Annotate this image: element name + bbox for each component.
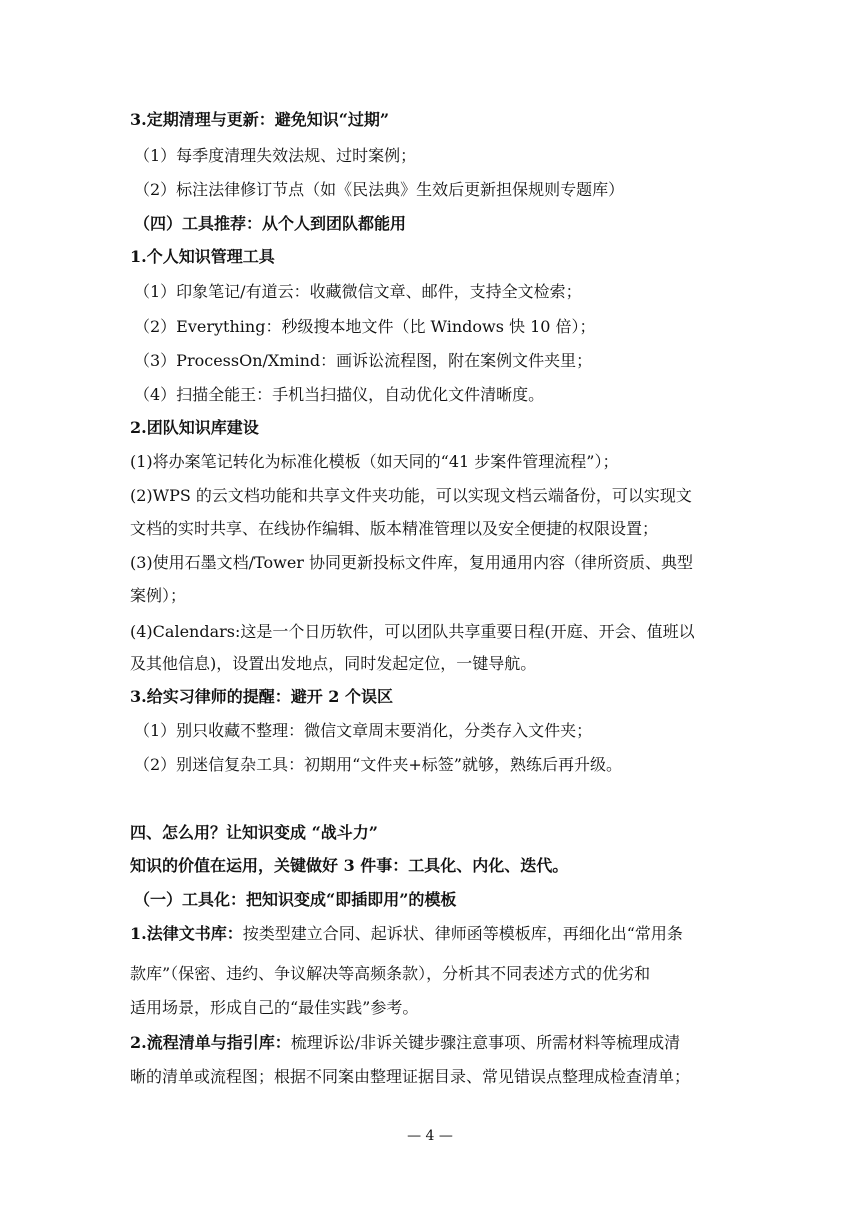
paragraph-line: (4)Calendars:这是一个日历软件，可以团队共享重要日程(开庭、开会、值班以 (130, 622, 695, 641)
paragraph-text: 按类型建立合同、起诉状、律师函等模板库，再细化出“常用条 (242, 924, 683, 943)
page-number: — 4 — (407, 1128, 453, 1144)
list-item: （2）Everything：秒级搜本地文件（比 Windows 快 10 倍）； (134, 317, 596, 336)
list-item: （2）别迷信复杂工具：初期用“文件夹+标签”就够，熟练后再升级。 (134, 755, 622, 774)
paragraph-lead: 1.法律文书库： (130, 924, 243, 943)
paragraph-checklists (130, 1031, 730, 1055)
paragraph-line: 款库”（保密、违约、争议解决等高频条款），分析其不同表述方式的优劣和 (130, 964, 651, 983)
section-heading-tools: （四）工具推荐：从个人到团队都能用 (134, 214, 407, 233)
list-item: （4）扫描全能王：手机当扫描仪，自动优化文件清晰度。 (134, 385, 545, 404)
heading-personal-tools: 1.个人知识管理工具 (130, 247, 275, 266)
paragraph-line: 文档的实时共享、在线协作编辑、版本精准管理以及安全便捷的权限设置； (130, 519, 659, 538)
heading-team-knowledge-base: 2.团队知识库建设 (130, 418, 259, 437)
list-item: （1）别只收藏不整理：微信文章周末要消化，分类存入文件夹； (134, 721, 593, 740)
heading-3-regular-cleanup: 3.定期清理与更新：避免知识“过期” (130, 110, 390, 129)
paragraph-text: 梳理诉讼/非诉关键步骤注意事项、所需材料等梳理成清 (290, 1033, 681, 1052)
list-item: （2）标注法律修订节点（如《民法典》生效后更新担保规则专题库） (134, 180, 625, 199)
list-item: （1）每季度清理失效法规、过时案例； (134, 146, 417, 165)
list-item: （3）ProcessOn/Xmind：画诉讼流程图，附在案例文件夹里； (134, 351, 593, 370)
paragraph-line: 及其他信息)，设置出发地点，同时发起定位，一键导航。 (130, 654, 537, 673)
section-heading-toolify: （一）工具化：把知识变成“即插即用”的模板 (134, 890, 457, 909)
paragraph-legal-docs (130, 922, 730, 946)
paragraph-line: (3)使用石墨文档/Tower 协同更新投标文件库，复用通用内容（律所资质、典型 (130, 553, 694, 572)
paragraph-key-points: 知识的价值在运用，关键做好 3 件事：工具化、内化、迭代。 (130, 856, 569, 875)
paragraph-line: 适用场景，形成自己的“最佳实践”参考。 (130, 998, 419, 1017)
paragraph-lead: 2.流程清单与指引库： (130, 1033, 291, 1052)
list-item: （1）印象笔记/有道云：收藏微信文章、邮件，支持全文检索； (134, 282, 582, 301)
chapter-heading-how-to-use: 四、怎么用？让知识变成 “战斗力” (130, 823, 378, 842)
heading-intern-tips: 3.给实习律师的提醒：避开 2 个误区 (130, 687, 393, 706)
paragraph-line: (1)将办案笔记转化为标准化模板（如天同的“41 步案件管理流程”）； (130, 452, 619, 471)
paragraph-line: (2)WPS 的云文档功能和共享文件夹功能，可以实现文档云端备份，可以实现文 (130, 486, 692, 505)
paragraph-line: 案例）； (130, 586, 187, 605)
paragraph-line: 晰的清单或流程图；根据不同案由整理证据目录、常见错误点整理成检查清单； (130, 1067, 691, 1086)
